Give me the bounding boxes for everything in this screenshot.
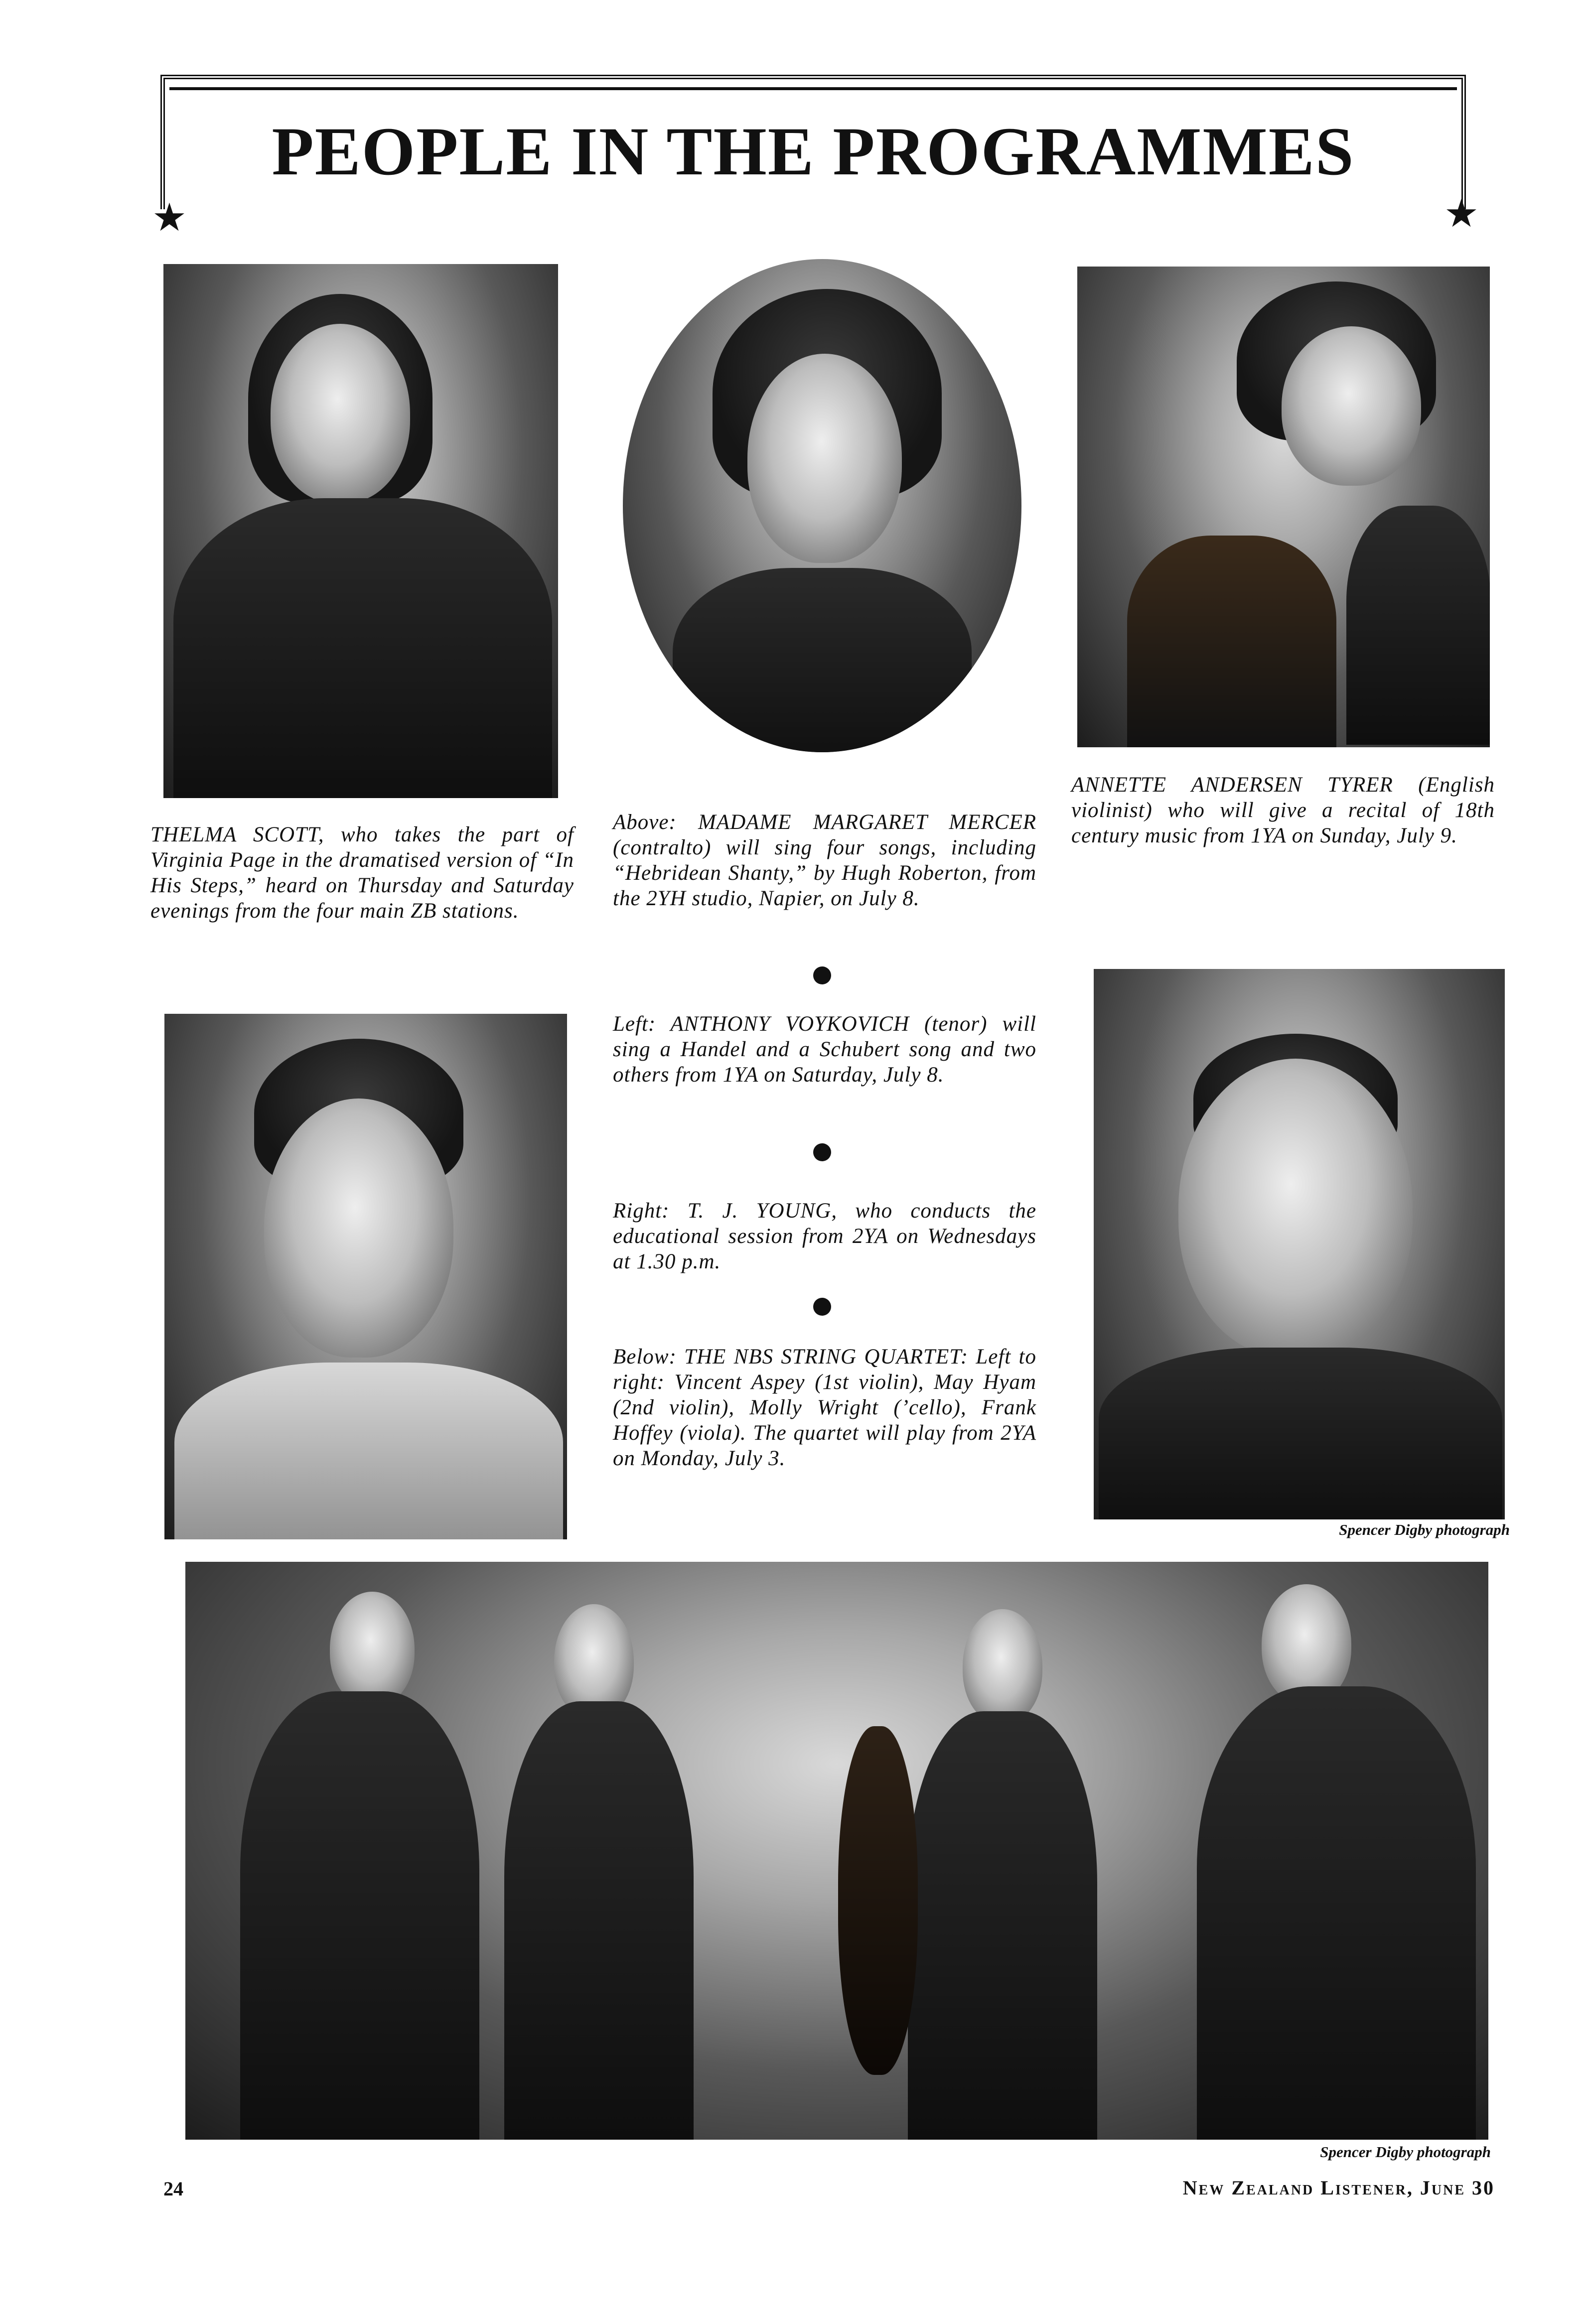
photo-credit-quartet: Spencer Digby photograph	[1320, 2143, 1491, 2161]
caption-tj-young: Right: T. J. YOUNG, who conducts the educational session from 2YA on Wednesdays at 1.30 p.m.	[613, 1199, 1036, 1273]
star-icon: ★	[152, 195, 187, 240]
star-icon: ★	[1444, 191, 1479, 236]
photo-credit-young: Spencer Digby photograph	[1339, 1521, 1510, 1538]
caption-margaret-mercer: Above: MADAME MARGARET MERCER (contralto) will sing four songs, including “Hebridean Shanty,” by Hugh Roberton, from the 2YH studio, Napier, on July 8.	[613, 811, 1036, 910]
title-banner-rule	[169, 87, 1457, 90]
page-title: PEOPLE IN THE PROGRAMMES	[272, 113, 1355, 189]
photo-thelma-scott	[163, 264, 558, 798]
photo-annette-tyrer	[1077, 267, 1490, 747]
photo-anthony-voykovich	[164, 1014, 567, 1539]
caption-annette-tyrer: ANNETTE ANDERSEN TYRER (English violinist) who will give a recital of 18th century music from 1YA on Sunday, July 9.	[1071, 773, 1495, 847]
publication-footer: New Zealand Listener, June 30	[1182, 2177, 1495, 2199]
caption-anthony-voykovich: Left: ANTHONY VOYKOVICH (tenor) will sing a Handel and a Schubert song and two others from 1YA on Saturday, July 8.	[613, 1012, 1036, 1087]
photo-nbs-string-quartet	[185, 1562, 1488, 2140]
photo-tj-young	[1094, 969, 1505, 1519]
bullet-separator	[813, 966, 831, 984]
page-number: 24	[163, 2178, 183, 2200]
caption-nbs-quartet: Below: THE NBS STRING QUARTET: Left to right: Vincent Aspey (1st violin), May Hyam (2nd violin), Molly Wright (’cello), Frank Hoffey (viola). The quartet will play from 2YA on Monday, July 3.	[613, 1345, 1036, 1470]
bullet-separator	[813, 1298, 831, 1316]
photo-margaret-mercer	[623, 259, 1021, 752]
bullet-separator	[813, 1143, 831, 1161]
caption-thelma-scott: THELMA SCOTT, who takes the part of Virginia Page in the dramatised version of “In His Steps,” heard on Thursday and Saturday evenings from the four main ZB stations.	[150, 823, 574, 923]
